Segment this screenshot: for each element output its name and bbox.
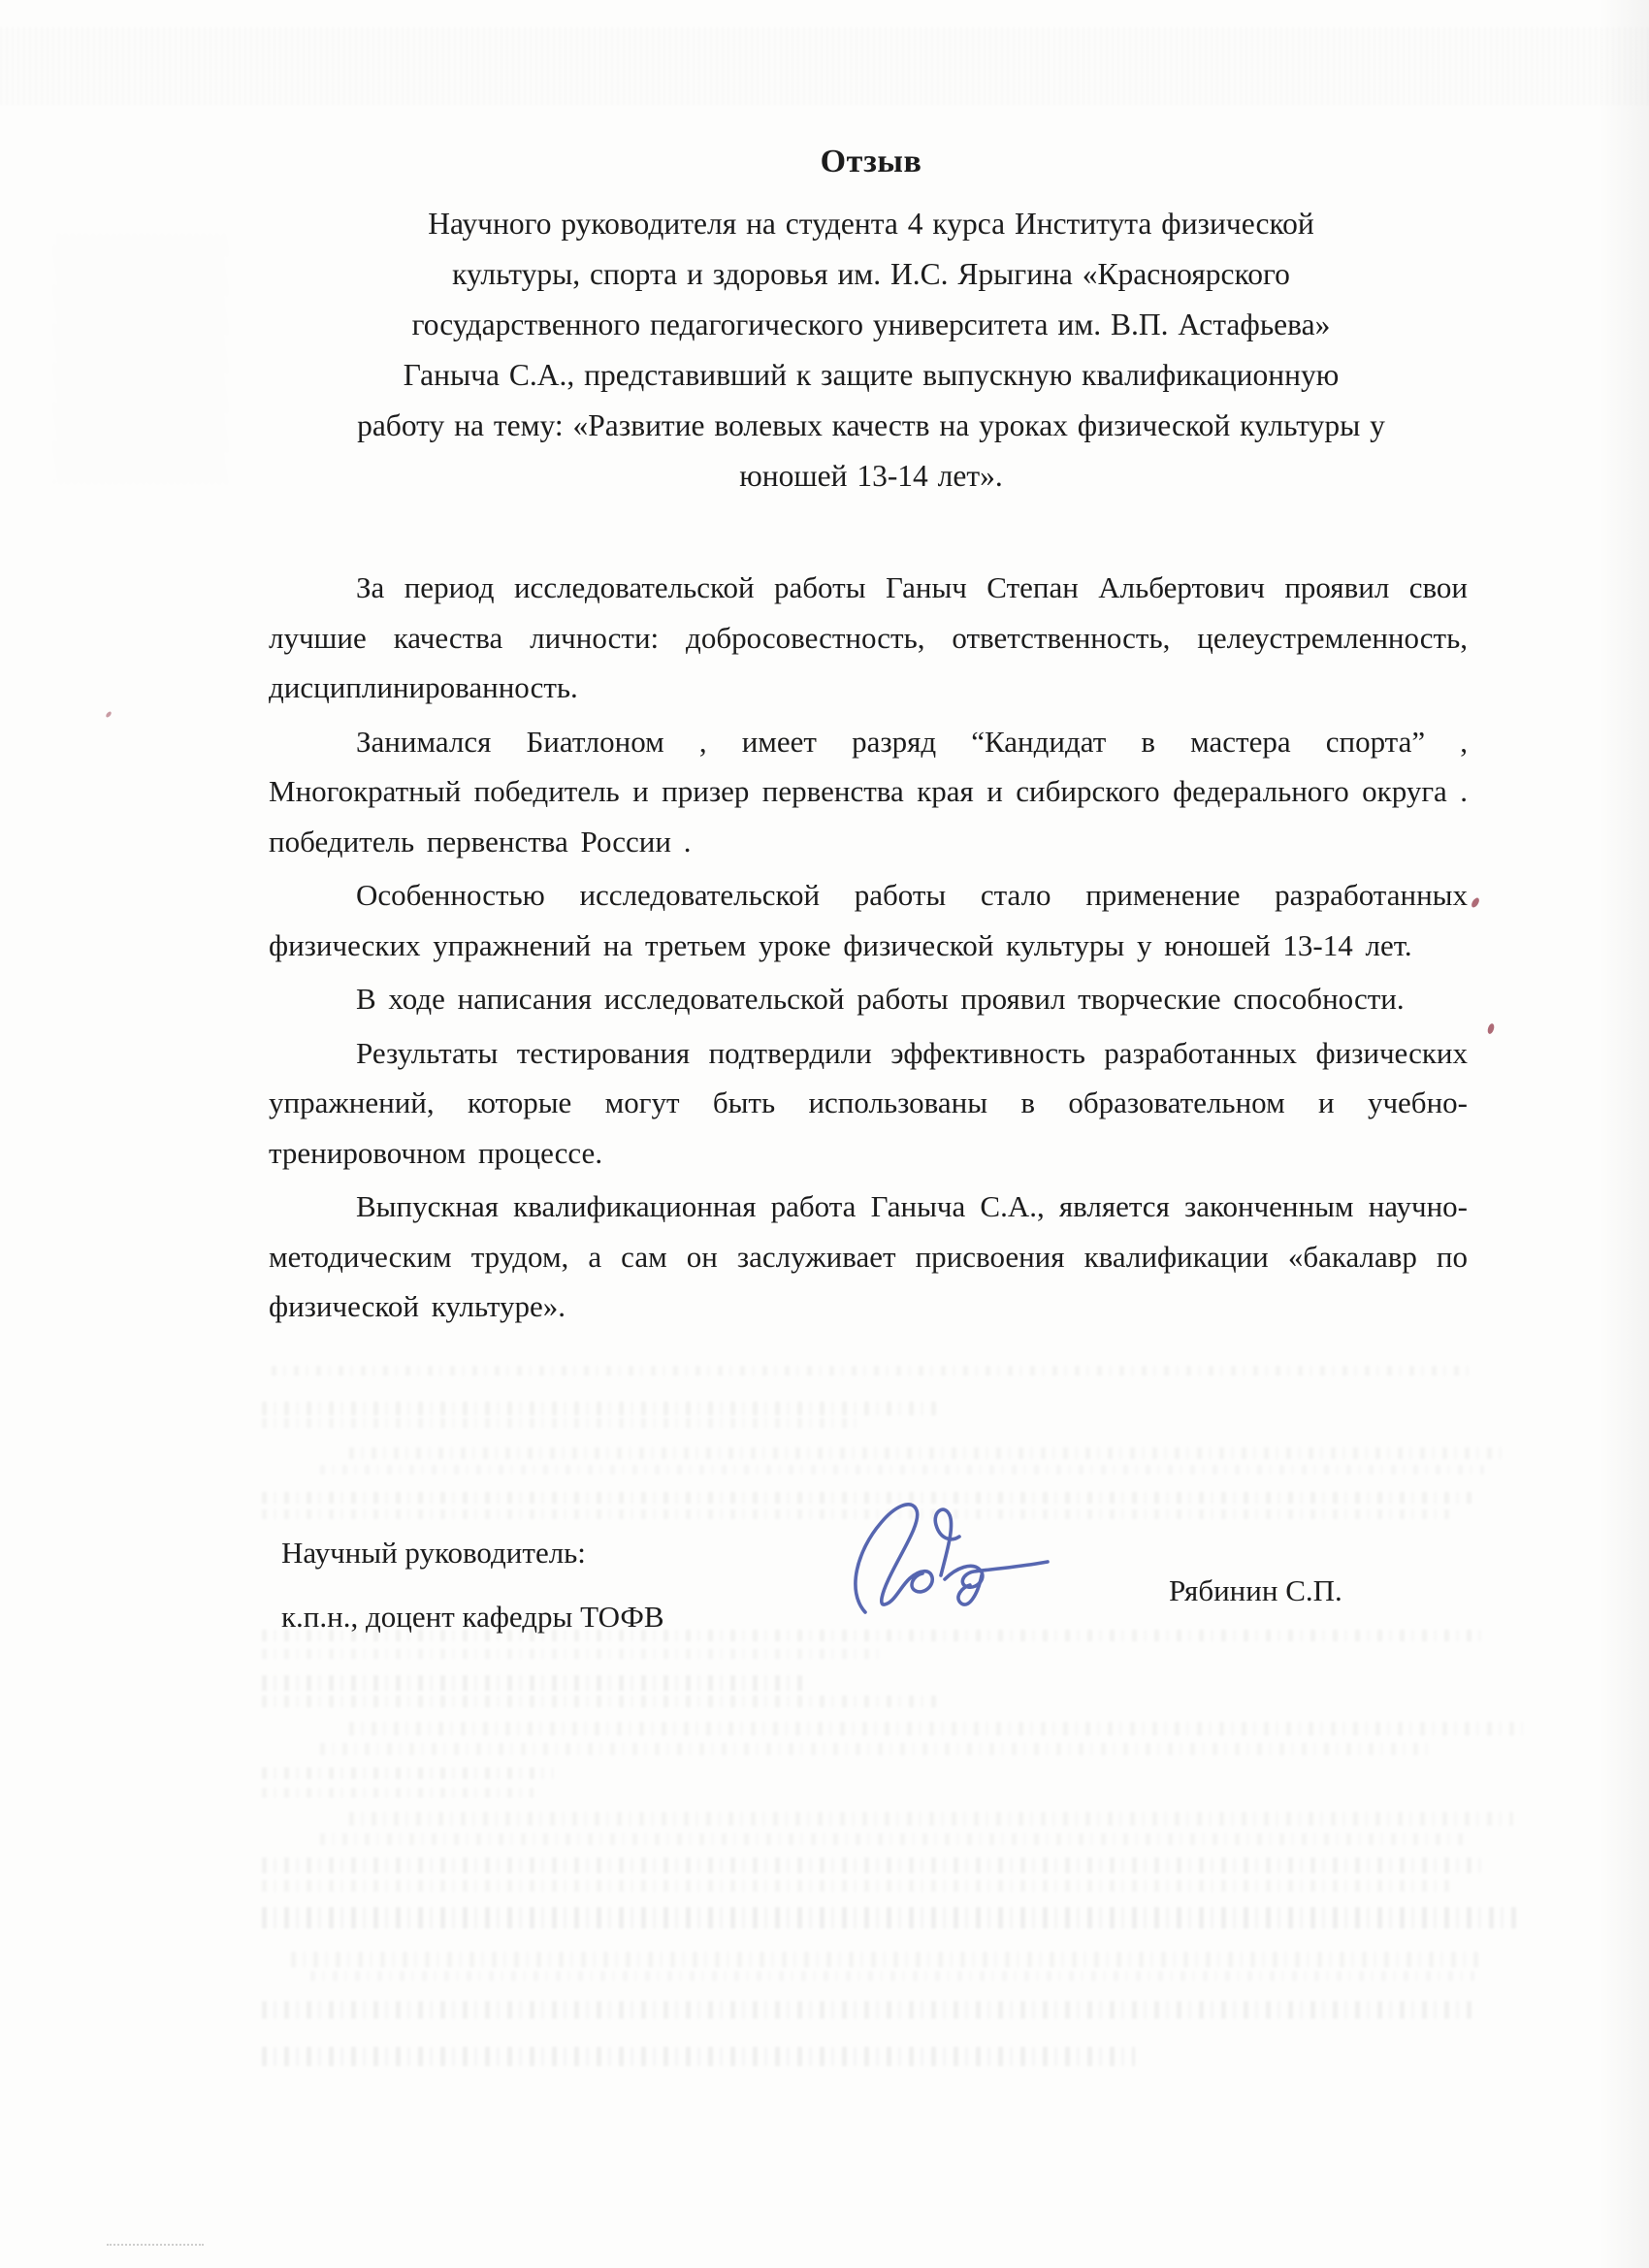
header-line: юношей 13-14 лет». [739, 459, 1003, 493]
paragraph: Особенностью исследовательской работы стало применение разработанных физических упражнений на третьем уроке физической культуры у юношей 13-14 лет. [269, 878, 1468, 962]
bleed-through-line [262, 2001, 1474, 2019]
paragraph: За период исследовательской работы Ганыч Степан Альбертович проявил свои лучшие качества личности: добросовестность, ответственность, целеустремленность, дисциплинированность. [269, 570, 1468, 704]
document-body [269, 563, 1468, 1336]
bleed-through-line [349, 1812, 1513, 1826]
ink-speck [105, 711, 113, 719]
scan-dotted-artifact [107, 2244, 204, 2246]
bleed-through-line [262, 1675, 805, 1691]
bleed-through-line [262, 1907, 1523, 1928]
header-line: культуры, спорта и здоровья им. И.С. Ярыгина «Красноярского [452, 257, 1290, 291]
scan-noise-band-left [53, 233, 228, 485]
signature-role-line: к.п.н., доцент кафедры ТОФВ [281, 1600, 664, 1634]
scan-noise-band-top [0, 27, 1649, 105]
signature-role-block [281, 1521, 664, 1649]
bleed-through-line [262, 1767, 553, 1779]
document-header [242, 199, 1500, 502]
paragraph: В ходе написания исследовательской работы проявил творческие способности. [356, 982, 1405, 1016]
signature-role-line: Научный руководитель: [281, 1536, 586, 1570]
bleed-through-line [320, 1743, 1436, 1755]
bleed-through-line [262, 1858, 1484, 1873]
signer-name: Рябинин С.П. [1169, 1573, 1342, 1607]
header-line: Научного руководителя на студента 4 курса Института физической [428, 207, 1314, 241]
bleed-through-line [262, 1402, 941, 1415]
header-line: работу на тему: «Развитие волевых качеств на уроках физической культуры у [357, 408, 1385, 442]
bleed-through-line [291, 1952, 1484, 1967]
bleed-through-line [262, 1649, 883, 1659]
paragraph: Результаты тестирования подтвердили эффективность разработанных физических упражнений, которые могут быть использованы в образовательном и учебно-тренировочном процессе. [269, 1035, 1468, 1170]
bleed-through-line [349, 1722, 1523, 1735]
header-line: Ганыча С.А., представивший к защите выпускную квалификационную [403, 358, 1340, 392]
bleed-through-line [349, 1447, 1504, 1459]
bleed-through-line [320, 1833, 1465, 1845]
document-title: Отзыв [820, 144, 922, 179]
paragraph: Выпускная квалификационная работа Ганыча С.А., является законченным научно-методическим трудом, а сам он заслуживает присвоения квалификации «бакалавр по физической культуре». [269, 1189, 1468, 1323]
ink-speck [1471, 896, 1481, 909]
bleed-through-line [262, 1418, 863, 1428]
bleed-through-line [320, 1465, 1484, 1474]
bleed-through-line [272, 1366, 1474, 1376]
bleed-through-line [262, 2047, 1135, 2066]
header-line: государственного педагогического университета им. В.П. Астафьева» [411, 308, 1331, 341]
handwritten-signature-icon [836, 1486, 1061, 1634]
ink-speck [1486, 1022, 1495, 1034]
bleed-through-line [262, 1788, 534, 1798]
bleed-through-line [262, 1696, 941, 1707]
bleed-through-line [310, 1971, 1474, 1981]
paragraph: Занимался Биатлоном , имеет разряд “Кандидат в мастера спорта” , Многократный победитель и призер первенства края и сибирского федерального округа . победитель первенства России . [269, 724, 1468, 859]
scan-edge-shading [1599, 0, 1649, 2268]
bleed-through-line [262, 1880, 1455, 1892]
